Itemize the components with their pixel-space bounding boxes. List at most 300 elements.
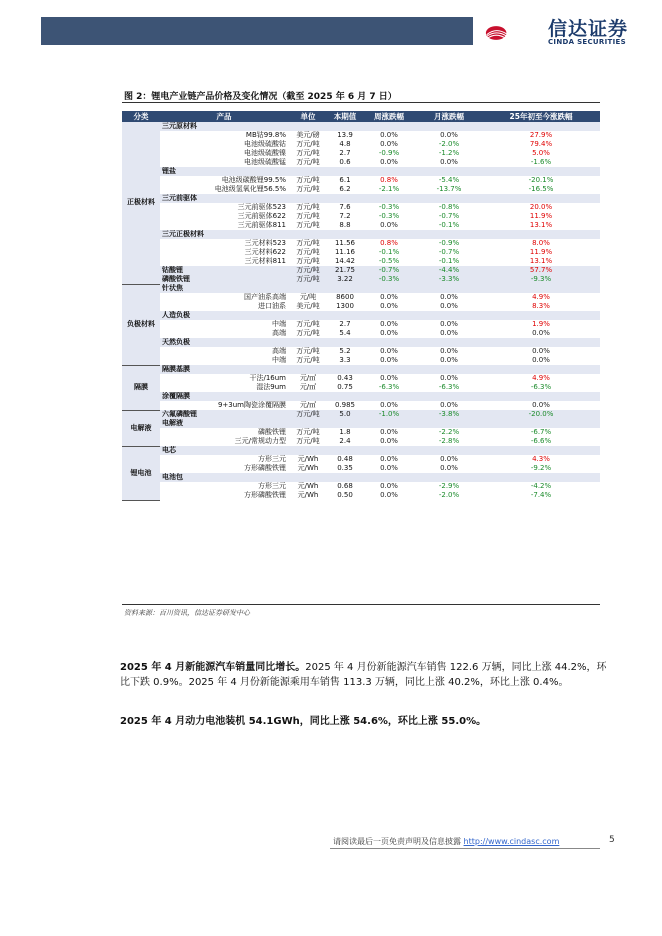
table-cell-empty bbox=[328, 365, 362, 374]
table-cell: 万元/吨 bbox=[296, 185, 320, 193]
product-name: 湿法9um bbox=[256, 383, 286, 391]
table-group-row bbox=[122, 275, 600, 284]
table-cell: 0.43 bbox=[337, 374, 353, 382]
table-cell: -2.8% bbox=[438, 437, 460, 445]
table-cell-empty bbox=[288, 419, 328, 428]
table-cell: 0.0% bbox=[380, 437, 398, 445]
table-row bbox=[122, 302, 600, 311]
table-cell: 0.35 bbox=[337, 464, 353, 472]
table-cell-empty bbox=[482, 392, 600, 401]
product-name: 三元材料811 bbox=[244, 257, 286, 265]
table-cell-empty bbox=[482, 122, 600, 131]
column-header: 周涨跌幅 bbox=[362, 111, 416, 122]
table-cell: 4.9% bbox=[532, 293, 550, 301]
table-cell: 万元/吨 bbox=[296, 149, 320, 157]
page-number: 5 bbox=[609, 835, 615, 845]
table-row bbox=[122, 140, 600, 149]
table-cell: -6.3% bbox=[530, 383, 552, 391]
table-cell: 20.0% bbox=[529, 203, 553, 211]
table-cell: -0.3% bbox=[362, 275, 416, 284]
table-cell: 3.3 bbox=[339, 356, 351, 364]
table-cell: 0.8% bbox=[380, 176, 398, 184]
table-cell: 0.0% bbox=[380, 401, 398, 409]
table-cell: 0.0% bbox=[440, 464, 458, 472]
group-label: 隔膜基膜 bbox=[160, 365, 288, 374]
table-group-row bbox=[122, 446, 600, 455]
logo-text-en: CINDA SECURITIES bbox=[548, 38, 626, 46]
table-cell: 21.75 bbox=[328, 266, 362, 275]
product-name: 磷酸铁锂 bbox=[258, 428, 286, 436]
table-cell-empty bbox=[362, 122, 416, 131]
group-label: 三元前驱体 bbox=[160, 194, 288, 203]
footer-rule bbox=[330, 848, 600, 849]
group-label: 锂盐 bbox=[160, 167, 288, 176]
table-cell: 5.0 bbox=[328, 410, 362, 419]
column-header: 本期值 bbox=[328, 111, 362, 122]
table-cell-empty bbox=[482, 338, 600, 347]
table-cell: 0.0% bbox=[380, 428, 398, 436]
table-cell: -0.3% bbox=[378, 203, 400, 211]
table-cell: 万元/吨 bbox=[296, 203, 320, 211]
table-cell: 11.9% bbox=[529, 212, 553, 220]
table-cell: 万元/吨 bbox=[296, 356, 320, 364]
product-name: 电池级硫酸镍 bbox=[244, 149, 286, 157]
table-cell-empty bbox=[416, 473, 482, 482]
table-row bbox=[122, 482, 600, 491]
table-row bbox=[122, 248, 600, 257]
paragraph-ev-sales-body: 2025 年 4 月份新能源汽车销售 122.6 万辆，同比上涨 44.2%，环比下跌 0.9%。2025 年 4 月份新能源乘用车销售 113.3 万辆，同比上涨 40.2%，环比上涨 0.4%。 bbox=[120, 662, 607, 688]
table-cell: 2.7 bbox=[339, 320, 351, 328]
group-label: 电芯 bbox=[160, 446, 288, 455]
table-cell: 79.4% bbox=[529, 140, 553, 148]
table-cell: 8.0% bbox=[532, 239, 550, 247]
table-cell: 0.0% bbox=[380, 482, 398, 490]
table-cell: 万元/吨 bbox=[296, 212, 320, 220]
table-cell: -0.9% bbox=[438, 239, 460, 247]
group-label: 天然负极 bbox=[160, 338, 288, 347]
table-cell: -2.0% bbox=[438, 140, 460, 148]
table-body bbox=[122, 122, 600, 500]
table-row bbox=[122, 401, 600, 410]
table-cell: 美元/磅 bbox=[296, 131, 320, 139]
product-name: 干法/16um bbox=[249, 374, 286, 382]
table-cell: -0.1% bbox=[378, 248, 400, 256]
product-name: 高端 bbox=[272, 347, 286, 355]
table-group-row bbox=[122, 284, 600, 293]
table-row bbox=[122, 491, 600, 500]
group-label: 六氟磷酸锂 bbox=[160, 410, 288, 419]
table-cell: 27.9% bbox=[529, 131, 553, 139]
table-cell: 4.9% bbox=[532, 374, 550, 382]
product-name: 三元前驱体622 bbox=[237, 212, 286, 220]
category-cell: 隔膜 bbox=[122, 365, 160, 410]
product-name: 高端 bbox=[272, 329, 286, 337]
table-cell: -2.2% bbox=[438, 428, 460, 436]
table-cell: 万元/吨 bbox=[288, 275, 328, 284]
table-cell: -1.6% bbox=[530, 158, 552, 166]
table-cell: 万元/吨 bbox=[296, 428, 320, 436]
table-cell: 0.0% bbox=[532, 347, 550, 355]
table-cell-empty bbox=[328, 473, 362, 482]
table-cell: -0.1% bbox=[438, 257, 460, 265]
cinda-logo-icon bbox=[485, 15, 545, 51]
table-cell: -0.9% bbox=[378, 149, 400, 157]
table-row bbox=[122, 149, 600, 158]
table-cell-empty bbox=[362, 284, 416, 293]
table-row bbox=[122, 374, 600, 383]
table-row bbox=[122, 320, 600, 329]
table-group-row bbox=[122, 266, 600, 275]
table-group-row bbox=[122, 167, 600, 176]
figure-bottom-rule bbox=[122, 604, 600, 605]
table-cell-empty bbox=[288, 167, 328, 176]
table-cell: 3.22 bbox=[328, 275, 362, 284]
table-cell: 万元/吨 bbox=[296, 320, 320, 328]
table-cell: 0.0% bbox=[380, 221, 398, 229]
table-cell: 万元/吨 bbox=[296, 176, 320, 184]
table-cell: 0.0% bbox=[440, 455, 458, 463]
table-cell: 元/Wh bbox=[297, 491, 319, 499]
table-cell: 0.0% bbox=[380, 464, 398, 472]
table-cell: 5.0% bbox=[532, 149, 550, 157]
table-cell: 0.0% bbox=[380, 374, 398, 382]
table-cell: -0.8% bbox=[438, 203, 460, 211]
table-cell-empty bbox=[288, 338, 328, 347]
column-header: 分类 bbox=[122, 111, 160, 122]
column-header: 单位 bbox=[288, 111, 328, 122]
table-cell-empty bbox=[328, 311, 362, 320]
group-label: 电池包 bbox=[160, 473, 288, 482]
footer-disclaimer bbox=[333, 836, 559, 847]
product-name: 电池级碳酸锂99.5% bbox=[221, 176, 286, 184]
column-header: 25年初至今涨跌幅 bbox=[482, 111, 600, 122]
table-cell: 美元/吨 bbox=[296, 302, 320, 310]
product-name: 中端 bbox=[272, 320, 286, 328]
table-cell: 2.4 bbox=[339, 437, 351, 445]
table-cell-empty bbox=[288, 284, 328, 293]
table-cell: 0.0% bbox=[440, 401, 458, 409]
table-cell-empty bbox=[362, 392, 416, 401]
table-cell-empty bbox=[328, 338, 362, 347]
table-cell: 1300 bbox=[336, 302, 354, 310]
table-cell: 11.9% bbox=[529, 248, 553, 256]
table-cell: -0.5% bbox=[378, 257, 400, 265]
table-cell: 57.7% bbox=[482, 266, 600, 275]
table-cell: 万元/吨 bbox=[296, 329, 320, 337]
category-cell: 电解液 bbox=[122, 410, 160, 446]
table-cell: 0.0% bbox=[380, 347, 398, 355]
table-cell: 0.0% bbox=[380, 491, 398, 499]
table-cell-empty bbox=[482, 419, 600, 428]
table-cell: 0.50 bbox=[337, 491, 353, 499]
table-group-row bbox=[122, 410, 600, 419]
table-cell: 5.2 bbox=[339, 347, 351, 355]
footer-url-link[interactable]: http://www.cindasc.com bbox=[463, 837, 560, 846]
table-cell: 8600 bbox=[336, 293, 354, 301]
paragraph-ev-sales bbox=[120, 660, 608, 690]
table-cell: 0.0% bbox=[380, 140, 398, 148]
product-name: 电池级氢氧化锂56.5% bbox=[214, 185, 286, 193]
table-row bbox=[122, 257, 600, 266]
product-name: 三元前驱体811 bbox=[237, 221, 286, 229]
table-cell: 0.0% bbox=[380, 302, 398, 310]
category-cell: 正极材料 bbox=[122, 122, 160, 284]
table-cell-empty bbox=[416, 392, 482, 401]
category-cell: 锂电池 bbox=[122, 446, 160, 500]
table-cell: -9.2% bbox=[530, 464, 552, 472]
header-bar bbox=[41, 17, 473, 45]
table-cell: 11.56 bbox=[334, 239, 356, 247]
table-cell: -7.4% bbox=[530, 491, 552, 499]
table-cell: 14.42 bbox=[334, 257, 356, 265]
product-name: 方形磷酸铁锂 bbox=[244, 491, 286, 499]
table-row bbox=[122, 437, 600, 446]
product-name: 三元/常规动力型 bbox=[234, 437, 286, 445]
table-cell-empty bbox=[482, 473, 600, 482]
table-cell-empty bbox=[288, 473, 328, 482]
table-cell: -9.3% bbox=[482, 275, 600, 284]
table-group-row bbox=[122, 473, 600, 482]
group-label: 人造负极 bbox=[160, 311, 288, 320]
table-cell-empty bbox=[288, 446, 328, 455]
table-cell-empty bbox=[288, 392, 328, 401]
table-cell: 元/Wh bbox=[297, 464, 319, 472]
table-cell: -2.0% bbox=[438, 491, 460, 499]
table-cell-empty bbox=[416, 167, 482, 176]
table-cell-empty bbox=[328, 167, 362, 176]
table-cell: 0.0% bbox=[440, 131, 458, 139]
table-cell-empty bbox=[416, 122, 482, 131]
table-cell-empty bbox=[328, 446, 362, 455]
table-cell: 13.9 bbox=[337, 131, 353, 139]
table-cell: 万元/吨 bbox=[296, 239, 320, 247]
table-cell: 6.2 bbox=[339, 185, 351, 193]
table-cell: 4.8 bbox=[339, 140, 351, 148]
table-cell: 元/吨 bbox=[299, 293, 317, 301]
table-cell: 0.0% bbox=[440, 347, 458, 355]
table-cell: -1.0% bbox=[362, 410, 416, 419]
table-cell: -6.6% bbox=[530, 437, 552, 445]
table-row bbox=[122, 239, 600, 248]
group-label: 三元正极材料 bbox=[160, 230, 288, 239]
table-cell: 0.0% bbox=[440, 302, 458, 310]
table-cell: 13.1% bbox=[529, 257, 553, 265]
table-cell: 13.1% bbox=[529, 221, 553, 229]
table-cell-empty bbox=[288, 230, 328, 239]
logo-text-cn: 信达证券 bbox=[548, 18, 629, 40]
table-cell: -3.3% bbox=[416, 275, 482, 284]
table-cell: 元/㎡ bbox=[299, 374, 317, 382]
table-cell: 8.3% bbox=[532, 302, 550, 310]
group-label: 电解液 bbox=[160, 419, 288, 428]
table-cell: -0.1% bbox=[438, 221, 460, 229]
table-cell: -6.7% bbox=[530, 428, 552, 436]
group-label: 三元原材料 bbox=[160, 122, 288, 131]
table-row bbox=[122, 455, 600, 464]
table-row bbox=[122, 221, 600, 230]
table-cell: -6.3% bbox=[438, 383, 460, 391]
table-group-row bbox=[122, 338, 600, 347]
product-name: 电池级硫酸锰 bbox=[244, 158, 286, 166]
table-cell: 0.0% bbox=[440, 374, 458, 382]
table-cell: 8.8 bbox=[339, 221, 351, 229]
table-cell: 万元/吨 bbox=[296, 437, 320, 445]
table-row bbox=[122, 131, 600, 140]
table-cell: 0.48 bbox=[337, 455, 353, 463]
product-name: 9+3um陶瓷涂覆隔膜 bbox=[217, 401, 286, 409]
table-cell-empty bbox=[288, 365, 328, 374]
table-cell: 6.1 bbox=[339, 176, 351, 184]
product-name: 三元材料523 bbox=[244, 239, 286, 247]
table-cell: -3.8% bbox=[416, 410, 482, 419]
product-name: 三元前驱体523 bbox=[237, 203, 286, 211]
table-cell: 0.0% bbox=[380, 455, 398, 463]
table-cell: 11.16 bbox=[334, 248, 356, 256]
table-cell-empty bbox=[416, 284, 482, 293]
table-cell-empty bbox=[362, 473, 416, 482]
table-cell: 万元/吨 bbox=[296, 140, 320, 148]
footer-text: 请阅读最后一页免责声明及信息披露 bbox=[333, 837, 464, 846]
product-name: 国产油系高端 bbox=[244, 293, 286, 301]
table-cell: 0.0% bbox=[440, 293, 458, 301]
table-cell: -6.3% bbox=[378, 383, 400, 391]
table-group-row bbox=[122, 365, 600, 374]
table-cell: 元/㎡ bbox=[299, 401, 317, 409]
table-row bbox=[122, 158, 600, 167]
table-cell-empty bbox=[362, 194, 416, 203]
table-cell: 0.68 bbox=[337, 482, 353, 490]
table-cell: -1.2% bbox=[438, 149, 460, 157]
paragraph-battery-install-lead: 2025 年 4 月动力电池装机 54.1GWh，同比上涨 54.6%，环比上涨 55.0%。 bbox=[120, 716, 487, 727]
table-cell: 1.8 bbox=[339, 428, 351, 436]
table-cell: 万元/吨 bbox=[296, 347, 320, 355]
table-cell-empty bbox=[416, 311, 482, 320]
table-cell-empty bbox=[416, 338, 482, 347]
table-cell: 元/Wh bbox=[297, 482, 319, 490]
table-cell-empty bbox=[328, 284, 362, 293]
table-cell: -0.3% bbox=[378, 212, 400, 220]
group-label: 涂覆隔膜 bbox=[160, 392, 288, 401]
table-cell: 0.0% bbox=[380, 131, 398, 139]
table-cell-empty bbox=[416, 230, 482, 239]
table-cell-empty bbox=[482, 167, 600, 176]
table-row bbox=[122, 347, 600, 356]
table-cell: -16.5% bbox=[528, 185, 554, 193]
group-label: 钴酸锂 bbox=[160, 266, 288, 275]
table-cell-empty bbox=[362, 419, 416, 428]
group-label: 磷酸铁锂 bbox=[160, 275, 288, 284]
table-cell-empty bbox=[288, 194, 328, 203]
table-cell-empty bbox=[362, 446, 416, 455]
table-cell: -5.4% bbox=[438, 176, 460, 184]
table-cell: -0.7% bbox=[362, 266, 416, 275]
table-cell: -4.2% bbox=[530, 482, 552, 490]
paragraph-ev-sales-lead: 2025 年 4 月新能源汽车销量同比增长。 bbox=[120, 662, 306, 673]
table-cell: 元/㎡ bbox=[299, 383, 317, 391]
column-header: 月涨跌幅 bbox=[416, 111, 482, 122]
table-cell: 万元/吨 bbox=[296, 248, 320, 256]
paragraph-battery-install bbox=[120, 714, 608, 729]
table-row bbox=[122, 203, 600, 212]
table-cell: 7.6 bbox=[339, 203, 351, 211]
table-cell: 万元/吨 bbox=[288, 266, 328, 275]
table-cell-empty bbox=[288, 122, 328, 131]
table-cell-empty bbox=[482, 446, 600, 455]
table-cell: 0.0% bbox=[532, 401, 550, 409]
category-cell: 负极材料 bbox=[122, 284, 160, 365]
product-name: 中端 bbox=[272, 356, 286, 364]
table-cell: 0.0% bbox=[380, 158, 398, 166]
table-group-row bbox=[122, 122, 600, 131]
table-cell: 4.3% bbox=[532, 455, 550, 463]
table-cell-empty bbox=[328, 194, 362, 203]
table-cell-empty bbox=[362, 365, 416, 374]
figure-title: 图 2：锂电产业链产品价格及变化情况（截至 2025 年 6 月 7 日） bbox=[124, 92, 397, 102]
table-cell: 万元/吨 bbox=[296, 221, 320, 229]
table-cell-empty bbox=[362, 311, 416, 320]
table-cell: -13.7% bbox=[436, 185, 462, 193]
table-row bbox=[122, 212, 600, 221]
table-cell: 0.0% bbox=[440, 356, 458, 364]
table-cell: -2.9% bbox=[438, 482, 460, 490]
product-name: 方形三元 bbox=[258, 482, 286, 490]
price-table bbox=[122, 111, 600, 501]
table-cell-empty bbox=[482, 311, 600, 320]
table-cell: -4.4% bbox=[416, 266, 482, 275]
table-cell-empty bbox=[328, 392, 362, 401]
table-cell: 0.0% bbox=[380, 329, 398, 337]
table-cell: 万元/吨 bbox=[296, 257, 320, 265]
table-cell-empty bbox=[328, 122, 362, 131]
table-cell: 5.4 bbox=[339, 329, 351, 337]
source-note: 资料来源：百川资讯，信达证券研发中心 bbox=[124, 609, 250, 617]
table-cell-empty bbox=[416, 365, 482, 374]
column-header: 产品 bbox=[160, 111, 288, 122]
product-name: 电池级硫酸钴 bbox=[244, 140, 286, 148]
table-cell-empty bbox=[288, 311, 328, 320]
table-row bbox=[122, 176, 600, 185]
table-cell: -20.0% bbox=[482, 410, 600, 419]
table-cell: 0.0% bbox=[532, 356, 550, 364]
table-group-row bbox=[122, 392, 600, 401]
table-group-row bbox=[122, 230, 600, 239]
table-cell-empty bbox=[482, 230, 600, 239]
table-row bbox=[122, 464, 600, 473]
table-cell: 0.985 bbox=[334, 401, 356, 409]
table-cell: 0.0% bbox=[380, 320, 398, 328]
table-cell-empty bbox=[482, 284, 600, 293]
table-cell: 7.2 bbox=[339, 212, 351, 220]
table-cell: -2.1% bbox=[378, 185, 400, 193]
table-cell-empty bbox=[328, 419, 362, 428]
table-cell: 1.9% bbox=[532, 320, 550, 328]
table-cell: -20.1% bbox=[528, 176, 554, 184]
table-group-row bbox=[122, 419, 600, 428]
table-cell: -0.7% bbox=[438, 212, 460, 220]
table-cell: 万元/吨 bbox=[288, 410, 328, 419]
table-cell-empty bbox=[416, 194, 482, 203]
table-group-row bbox=[122, 194, 600, 203]
table-cell: 2.7 bbox=[339, 149, 351, 157]
table-header-row bbox=[122, 111, 600, 122]
table-cell: -0.7% bbox=[438, 248, 460, 256]
table-cell: 0.0% bbox=[440, 329, 458, 337]
table-cell: 0.75 bbox=[337, 383, 353, 391]
table-cell-empty bbox=[416, 446, 482, 455]
table-row bbox=[122, 356, 600, 365]
table-cell-empty bbox=[328, 230, 362, 239]
table-cell: 0.0% bbox=[532, 329, 550, 337]
